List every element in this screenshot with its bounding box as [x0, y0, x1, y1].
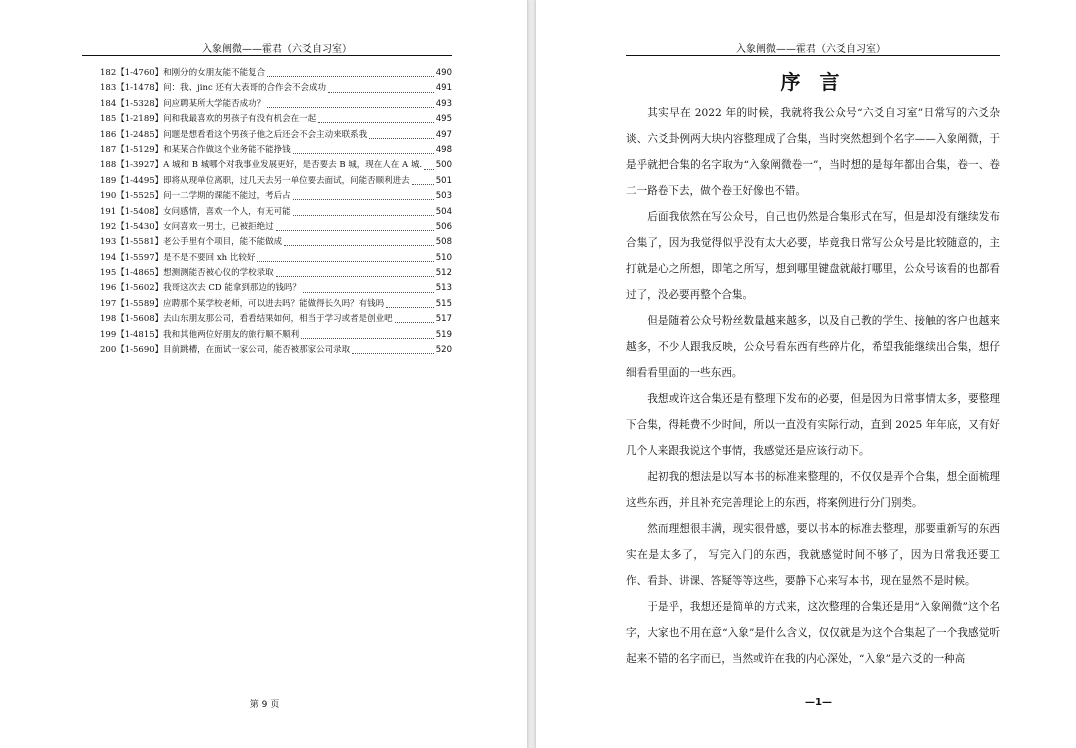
toc-leader-dots: [301, 332, 434, 339]
page-header: 入象阐微——霍君（六爻自习室）: [736, 44, 886, 55]
toc-number: 182: [100, 68, 117, 78]
toc-title: 是不是不要回 xh 比较好: [163, 252, 256, 263]
toc-number: 184: [100, 98, 117, 109]
toc-code: 【1-5328】: [116, 98, 164, 109]
toc-page-number: 515: [435, 298, 452, 309]
toc-title: 问一二学期的课能不能过，考后占: [163, 191, 291, 202]
toc-title: 女问感情，喜欢一个人，有无可能: [163, 206, 291, 217]
toc-leader-dots: [276, 270, 434, 277]
toc-title: 问应聘某所大学能否成功？: [163, 98, 266, 109]
toc-number: 197: [100, 298, 117, 309]
toc-entry[interactable]: [100, 189, 452, 204]
toc-page-number: 510: [435, 252, 452, 263]
toc-leader-dots: [318, 116, 434, 123]
toc-leader-dots: [412, 178, 434, 185]
toc-title: 问：我、jinc 还有大表哥的合作会不会成功: [163, 83, 326, 94]
toc-title: 想测测能否被心仪的学校录取: [163, 268, 274, 279]
toc-page-number: 517: [435, 314, 452, 325]
toc-title: 目前跳槽，在面试一家公司，能否被那家公司录取: [163, 345, 351, 356]
toc-number: 185: [100, 114, 117, 125]
toc-leader-dots: [293, 193, 434, 200]
toc-entry[interactable]: [100, 251, 452, 266]
toc-number: 186: [100, 129, 117, 140]
preface-body: [626, 100, 1000, 672]
preface-paragraph: 但是随着公众号粉丝数量越来越多，以及自己教的学生、接触的客户也越来越多，不少人跟我反映，公众号看东西有些碎片化，希望我能继续出合集，想仔细看看里面的一些东西。: [626, 315, 1000, 379]
toc-leader-dots: [293, 209, 434, 216]
toc-number: 183: [100, 83, 117, 94]
toc-code: 【1-5430】: [116, 221, 164, 232]
header-rule: [626, 55, 1000, 56]
toc-leader-dots: [267, 70, 434, 77]
toc-number: 195: [100, 268, 117, 279]
toc-code: 【1-5581】: [116, 237, 164, 248]
toc-leader-dots: [284, 239, 434, 246]
toc-page-number: 501: [435, 175, 452, 186]
toc-page-number: 497: [435, 129, 452, 140]
table-of-contents: [100, 66, 452, 358]
toc-page-number: 508: [435, 237, 452, 248]
preface-paragraph: 然而理想很丰满，现实很骨感，要以书本的标准去整理，那要重新写的东西实在是太多了， 写完入门的东西，我就感觉时间不够了，因为日常我还要工作、看卦、讲课、答疑等等这些，要静下心来写本书，现在显然不是时候。: [626, 523, 1000, 587]
toc-code: 【1-5129】: [116, 144, 164, 155]
toc-leader-dots: [369, 132, 434, 139]
toc-title: 和某某合作做这个业务能不能挣钱: [163, 144, 291, 155]
toc-title: 即将从现单位离职，过几天去另一单位要去面试，问能否顺利进去: [163, 175, 410, 186]
toc-leader-dots: [303, 286, 434, 293]
toc-number: 199: [100, 329, 117, 340]
toc-page-number: 493: [435, 98, 452, 109]
page-footer: —1—: [805, 697, 832, 708]
preface-paragraph: 我想或许这合集还是有整理下发布的必要，但是因为日常事情太多，要整理下合集，得耗费不少时间，所以一直没有实际行动，直到 2025 年年底，又有好几个人来跟我说这个事情，我感觉还是应该行动下。: [626, 393, 1000, 457]
toc-entry[interactable]: [100, 343, 452, 358]
toc-number: 192: [100, 221, 117, 232]
toc-entry[interactable]: [100, 97, 452, 112]
toc-page-number: 500: [435, 160, 452, 171]
toc-code: 【1-4815】: [116, 329, 164, 340]
toc-leader-dots: [293, 147, 434, 154]
toc-entry[interactable]: [100, 205, 452, 220]
left-page: [0, 0, 527, 748]
toc-number: 189: [100, 175, 117, 186]
toc-code: 【1-5608】: [116, 314, 164, 325]
toc-entry[interactable]: [100, 66, 452, 81]
toc-code: 【1-5525】: [116, 191, 164, 202]
toc-entry[interactable]: [100, 128, 452, 143]
toc-page-number: 506: [435, 221, 452, 232]
toc-page-number: 519: [435, 329, 452, 340]
toc-number: 198: [100, 314, 117, 325]
toc-code: 【1-5690】: [116, 345, 164, 356]
toc-entry[interactable]: [100, 158, 452, 173]
toc-code: 【1-5597】: [116, 252, 164, 263]
toc-title: 我哥这次去 CD 能拿到那边的钱吗？: [163, 283, 301, 294]
toc-entry[interactable]: [100, 81, 452, 96]
toc-title: 问题是想看看这个男孩子他之后还会不会主动来联系我: [163, 129, 368, 140]
toc-leader-dots: [395, 316, 434, 323]
header-rule: [82, 55, 452, 56]
toc-title: 问和我最喜欢的男孩子有没有机会在一起: [163, 114, 317, 125]
toc-title: 女问喜欢一男士，已被拒绝过: [163, 221, 274, 232]
toc-entry[interactable]: [100, 174, 452, 189]
toc-leader-dots: [257, 255, 433, 262]
toc-title: 老公手里有个项目，能不能做成: [163, 237, 283, 248]
toc-code: 【1-5589】: [116, 298, 164, 309]
toc-number: 190: [100, 191, 117, 202]
page-header: 入象阐微——霍君（六爻自习室）: [202, 44, 352, 55]
toc-entry[interactable]: [100, 281, 452, 296]
toc-code: 【1-5602】: [116, 283, 164, 294]
toc-title: A 城和 B 城哪个对我事业发展更好，是否要去 B 城，现在人在 A 城.: [163, 160, 423, 171]
toc-number: 191: [100, 206, 117, 217]
page-footer: 第 9 页: [249, 700, 280, 710]
toc-number: 194: [100, 252, 117, 263]
toc-page-number: 491: [435, 83, 452, 94]
toc-page-number: 520: [435, 345, 452, 356]
toc-number: 193: [100, 237, 117, 248]
toc-leader-dots: [328, 86, 434, 93]
toc-code: 【1-4865】: [116, 268, 164, 279]
toc-code: 【1-5408】: [116, 206, 164, 217]
toc-entry[interactable]: [100, 297, 452, 312]
preface-title: 序 言: [780, 70, 846, 94]
toc-leader-dots: [352, 347, 434, 354]
toc-number: 187: [100, 144, 117, 155]
toc-entry[interactable]: [100, 266, 452, 281]
toc-code: 【1-4495】: [116, 175, 164, 186]
toc-leader-dots: [386, 301, 434, 308]
toc-code: 【1-4760】: [116, 68, 164, 78]
toc-title: 应聘那个某学校老师，可以进去吗？能做得长久吗？有钱吗: [163, 298, 385, 309]
toc-page-number: 513: [435, 283, 452, 294]
toc-leader-dots: [276, 224, 434, 231]
toc-code: 【1-3927】: [116, 160, 164, 171]
toc-page-number: 490: [435, 68, 452, 78]
preface-paragraph: 其实早在 2022 年的时候，我就将我公众号“六爻自习室”日常写的六爻杂谈、六爻卦例两大块内容整理成了合集，当时突然想到个名字——入象阐微，于是乎就把合集的名字取为“入象阐微卷一”，当时想的是每年都出合集，卷一、卷二一路卷下去，做个卷王好像也不错。: [626, 107, 1000, 197]
toc-page-number: 503: [435, 191, 452, 202]
toc-code: 【1-1478】: [116, 83, 164, 94]
toc-number: 200: [100, 345, 117, 356]
toc-title: 去山东朋友那公司，看看结果如何，相当于学习或者是创业吧: [163, 314, 393, 325]
preface-paragraph: 于是乎，我想还是简单的方式来，这次整理的合集还是用“入象阐微”这个名字，大家也不用在意“入象”是什么含义，仅仅就是为这个合集起了一个我感觉听起来不错的名字而已，当然或许在我的内心深处，“入象”是六爻的一种高: [626, 601, 1000, 665]
toc-page-number: 498: [435, 144, 452, 155]
toc-number: 196: [100, 283, 117, 294]
toc-title: 和刚分的女朋友能不能复合: [163, 68, 266, 78]
toc-page-number: 504: [435, 206, 452, 217]
toc-leader-dots: [424, 163, 434, 170]
toc-leader-dots: [267, 101, 434, 108]
right-page: [536, 0, 1076, 748]
toc-title: 我和其他两位好朋友的旅行顺不顺利: [163, 329, 300, 340]
preface-paragraph: 起初我的想法是以写本书的标准来整理的，不仅仅是弄个合集，想全面梳理这些东西，并且补充完善理论上的东西，将案例进行分门别类。: [626, 471, 1000, 509]
toc-entry[interactable]: [100, 235, 452, 250]
toc-entry[interactable]: [100, 328, 452, 343]
toc-entry[interactable]: [100, 312, 452, 327]
toc-code: 【1-2485】: [116, 129, 164, 140]
preface-paragraph: 后面我依然在写公众号，自己也仍然是合集形式在写，但是却没有继续发布合集了，因为我觉得似乎没有太大必要，毕竟我日常写公众号是比较随意的，主打就是心之所想，即笔之所写，想到哪里键盘就敲打哪里，公众号该看的也都看过了，没必要再整个合集。: [626, 211, 1000, 301]
toc-page-number: 495: [435, 114, 452, 125]
toc-code: 【1-2189】: [116, 114, 164, 125]
toc-page-number: 512: [435, 268, 452, 279]
toc-entry[interactable]: [100, 112, 452, 127]
toc-number: 188: [100, 160, 117, 171]
toc-entry[interactable]: [100, 143, 452, 158]
toc-entry[interactable]: [100, 220, 452, 235]
